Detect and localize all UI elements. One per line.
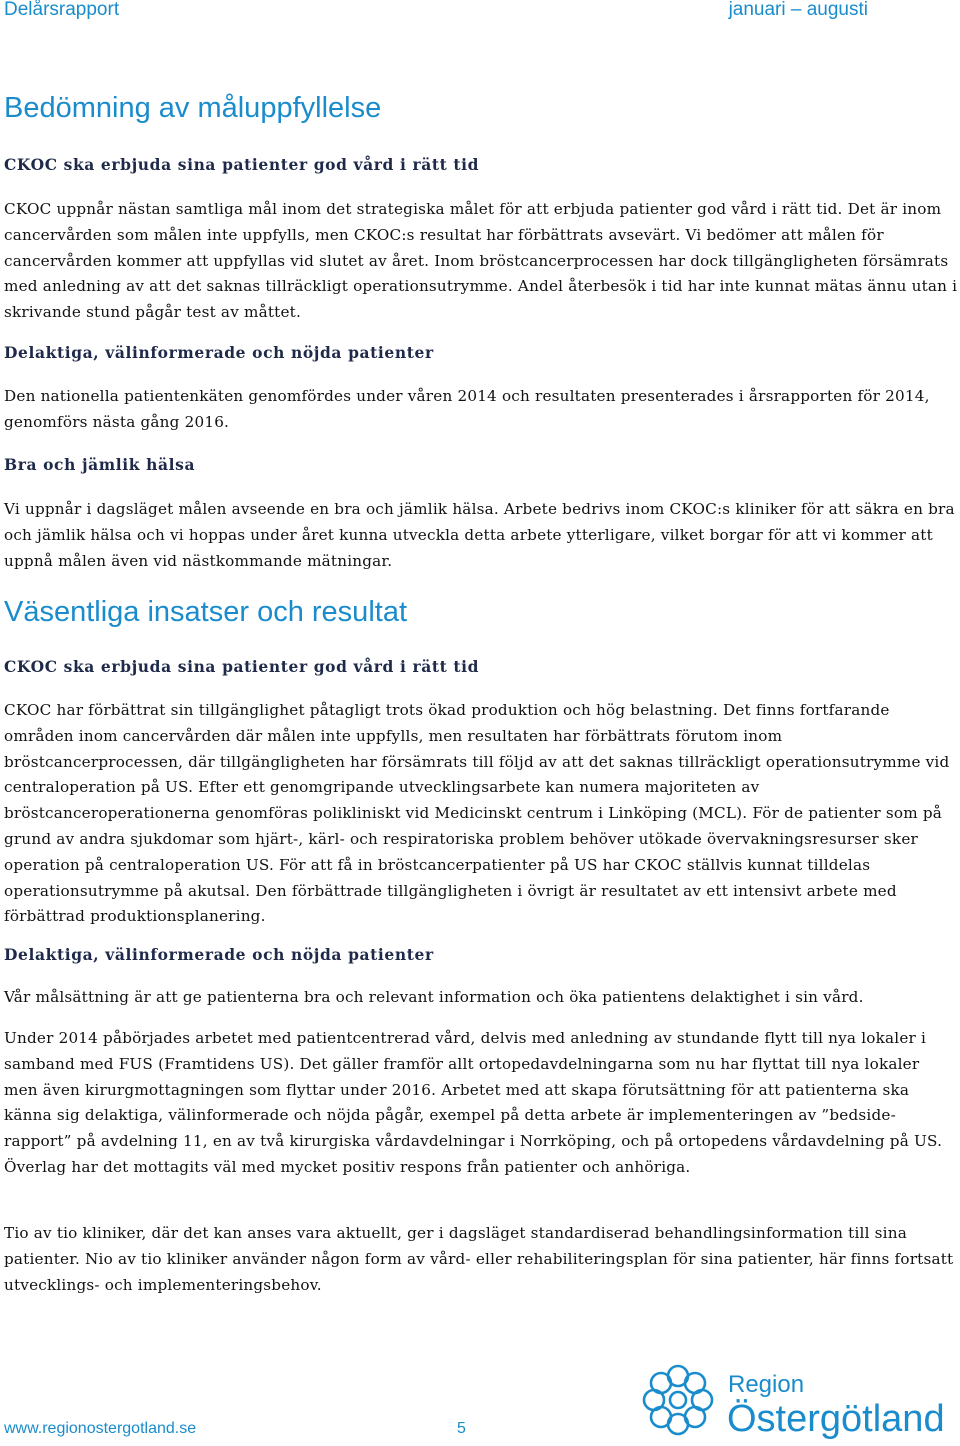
subheading-equal-health: Bra och jämlik hälsa	[4, 455, 196, 474]
region-ostergotland-logo	[636, 1358, 956, 1442]
report-title: Delårsrapport	[4, 0, 120, 20]
section-heading-assessment: Bedömning av måluppfyllelse	[4, 92, 382, 124]
subheading-involved-patients-2: Delaktiga, välinformerade och nöjda patienter	[4, 945, 434, 964]
subheading-involved-patients: Delaktiga, välinformerade och nöjda patienter	[4, 343, 434, 362]
report-period: januari – augusti	[728, 0, 868, 20]
paragraph-assessment-care: CKOC uppnår nästan samtliga mål inom det strategiska målet för att erbjuda patienter god vård i rätt tid. Det är inom cancervården som målen inte uppfylls, men CKOC:s resultat har förbättrats avsevärt. Vi bedömer att målen för cancervården kommer att uppfyllas vid slutet av året. Inom bröstcancerprocessen har dock tillgängligheten försämrats med anledning av att det saknas tillräckligt operationsutrymme. Andel återbesök i tid har inte kunnat mätas ännu utan i skrivande stund pågår test av måttet.	[4, 200, 958, 322]
paragraph-equal-health: Vi uppnår i dagsläget målen avseende en bra och jämlik hälsa. Arbete bedrivs inom CKOC:s kliniker för att säkra en bra och jämlik hälsa och vi hoppas under året kunna utveckla detta arbete ytterligare, vilket borgar för att vi kommer att uppnå målen även vid nästkommande mätningar.	[4, 500, 955, 570]
paragraph-patient-centered-care: Under 2014 påbörjades arbetet med patientcentrerad vård, delvis med anledning av stundande flytt till nya lokaler i samband med FUS (Framtidens US). Det gäller framför allt ortopedavdelningarna som nu har flyttat till nya lokaler men även kirurgmottagningen som flyttar under 2016. Arbetet med att skapa förutsättning för att patienterna ska känna sig delaktiga, välinformerade och nöjda pågår, exempel på detta arbete är implementeringen av ”bedside-rapport” på avdelning 11, en av två kirurgiska vårdavdelningar i Norrköping, och på ortopedens vårdavdelning på US. Överlag har det mottagits väl med mycket positiv respons från patienter och anhöriga.	[4, 1029, 943, 1176]
paragraph-goal: Vår målsättning är att ge patienterna bra och relevant information och öka patientens delaktighet i sin vård.	[4, 988, 864, 1006]
paragraph-patient-survey: Den nationella patientenkäten genomfördes under våren 2014 och resultaten presenterades i årsrapporten för 2014, genomförs nästa gång 2016.	[4, 387, 930, 431]
region-flower-logo-icon	[636, 1358, 720, 1442]
logo-text-region: Region	[728, 1371, 805, 1398]
section-heading-results: Väsentliga insatser och resultat	[4, 596, 407, 628]
paragraph-treatment-information: Tio av tio kliniker, där det kan anses vara aktuellt, ger i dagsläget standardiserad behandlingsinformation till sina patienter. Nio av tio kliniker använder någon form av vård- eller rehabiliteringsplan för sina patienter, här finns fortsatt utvecklings- och implementeringsbehov.	[4, 1224, 954, 1294]
paragraph-accessibility: CKOC har förbättrat sin tillgänglighet påtagligt trots ökad produktion och hög belastning. Det finns fortfarande områden inom cancervården där målen inte uppfylls, men resultaten har förbättrats förutom inom bröstcancerprocessen, där tillgängligheten har försämrats till följd av att det saknas tillräckligt operationsutrymme vid centraloperation på US. Efter ett genomgripande utvecklingsarbete kan numera majoriteten av bröstcanceroperationerna genomföras polikliniskt vid Medicinskt centrum i Linköping (MCL). För de patienter som på grund av andra sjukdomar som hjärt-, kärl- och respiratoriska problem behöver utökade övervakningsresurser sker operation på centraloperation US. För att få in bröstcancerpatienter på US har CKOC ställvis kunnat tilldelas operationsutrymme på akutsal. Den förbättrade tillgängligheten i övrigt är resultatet av ett intensivt arbete med förbättrad produktionsplanering.	[4, 701, 950, 926]
page-number: 5	[457, 1420, 466, 1437]
logo-text-ostergotland: Östergötland	[727, 1398, 945, 1440]
subheading-care-in-time: CKOC ska erbjuda sina patienter god vård i rätt tid	[4, 155, 480, 174]
footer-website-link[interactable]: www.regionostergotland.se	[4, 1420, 197, 1437]
subheading-care-in-time-2: CKOC ska erbjuda sina patienter god vård i rätt tid	[4, 657, 480, 676]
page-header	[0, 0, 960, 24]
